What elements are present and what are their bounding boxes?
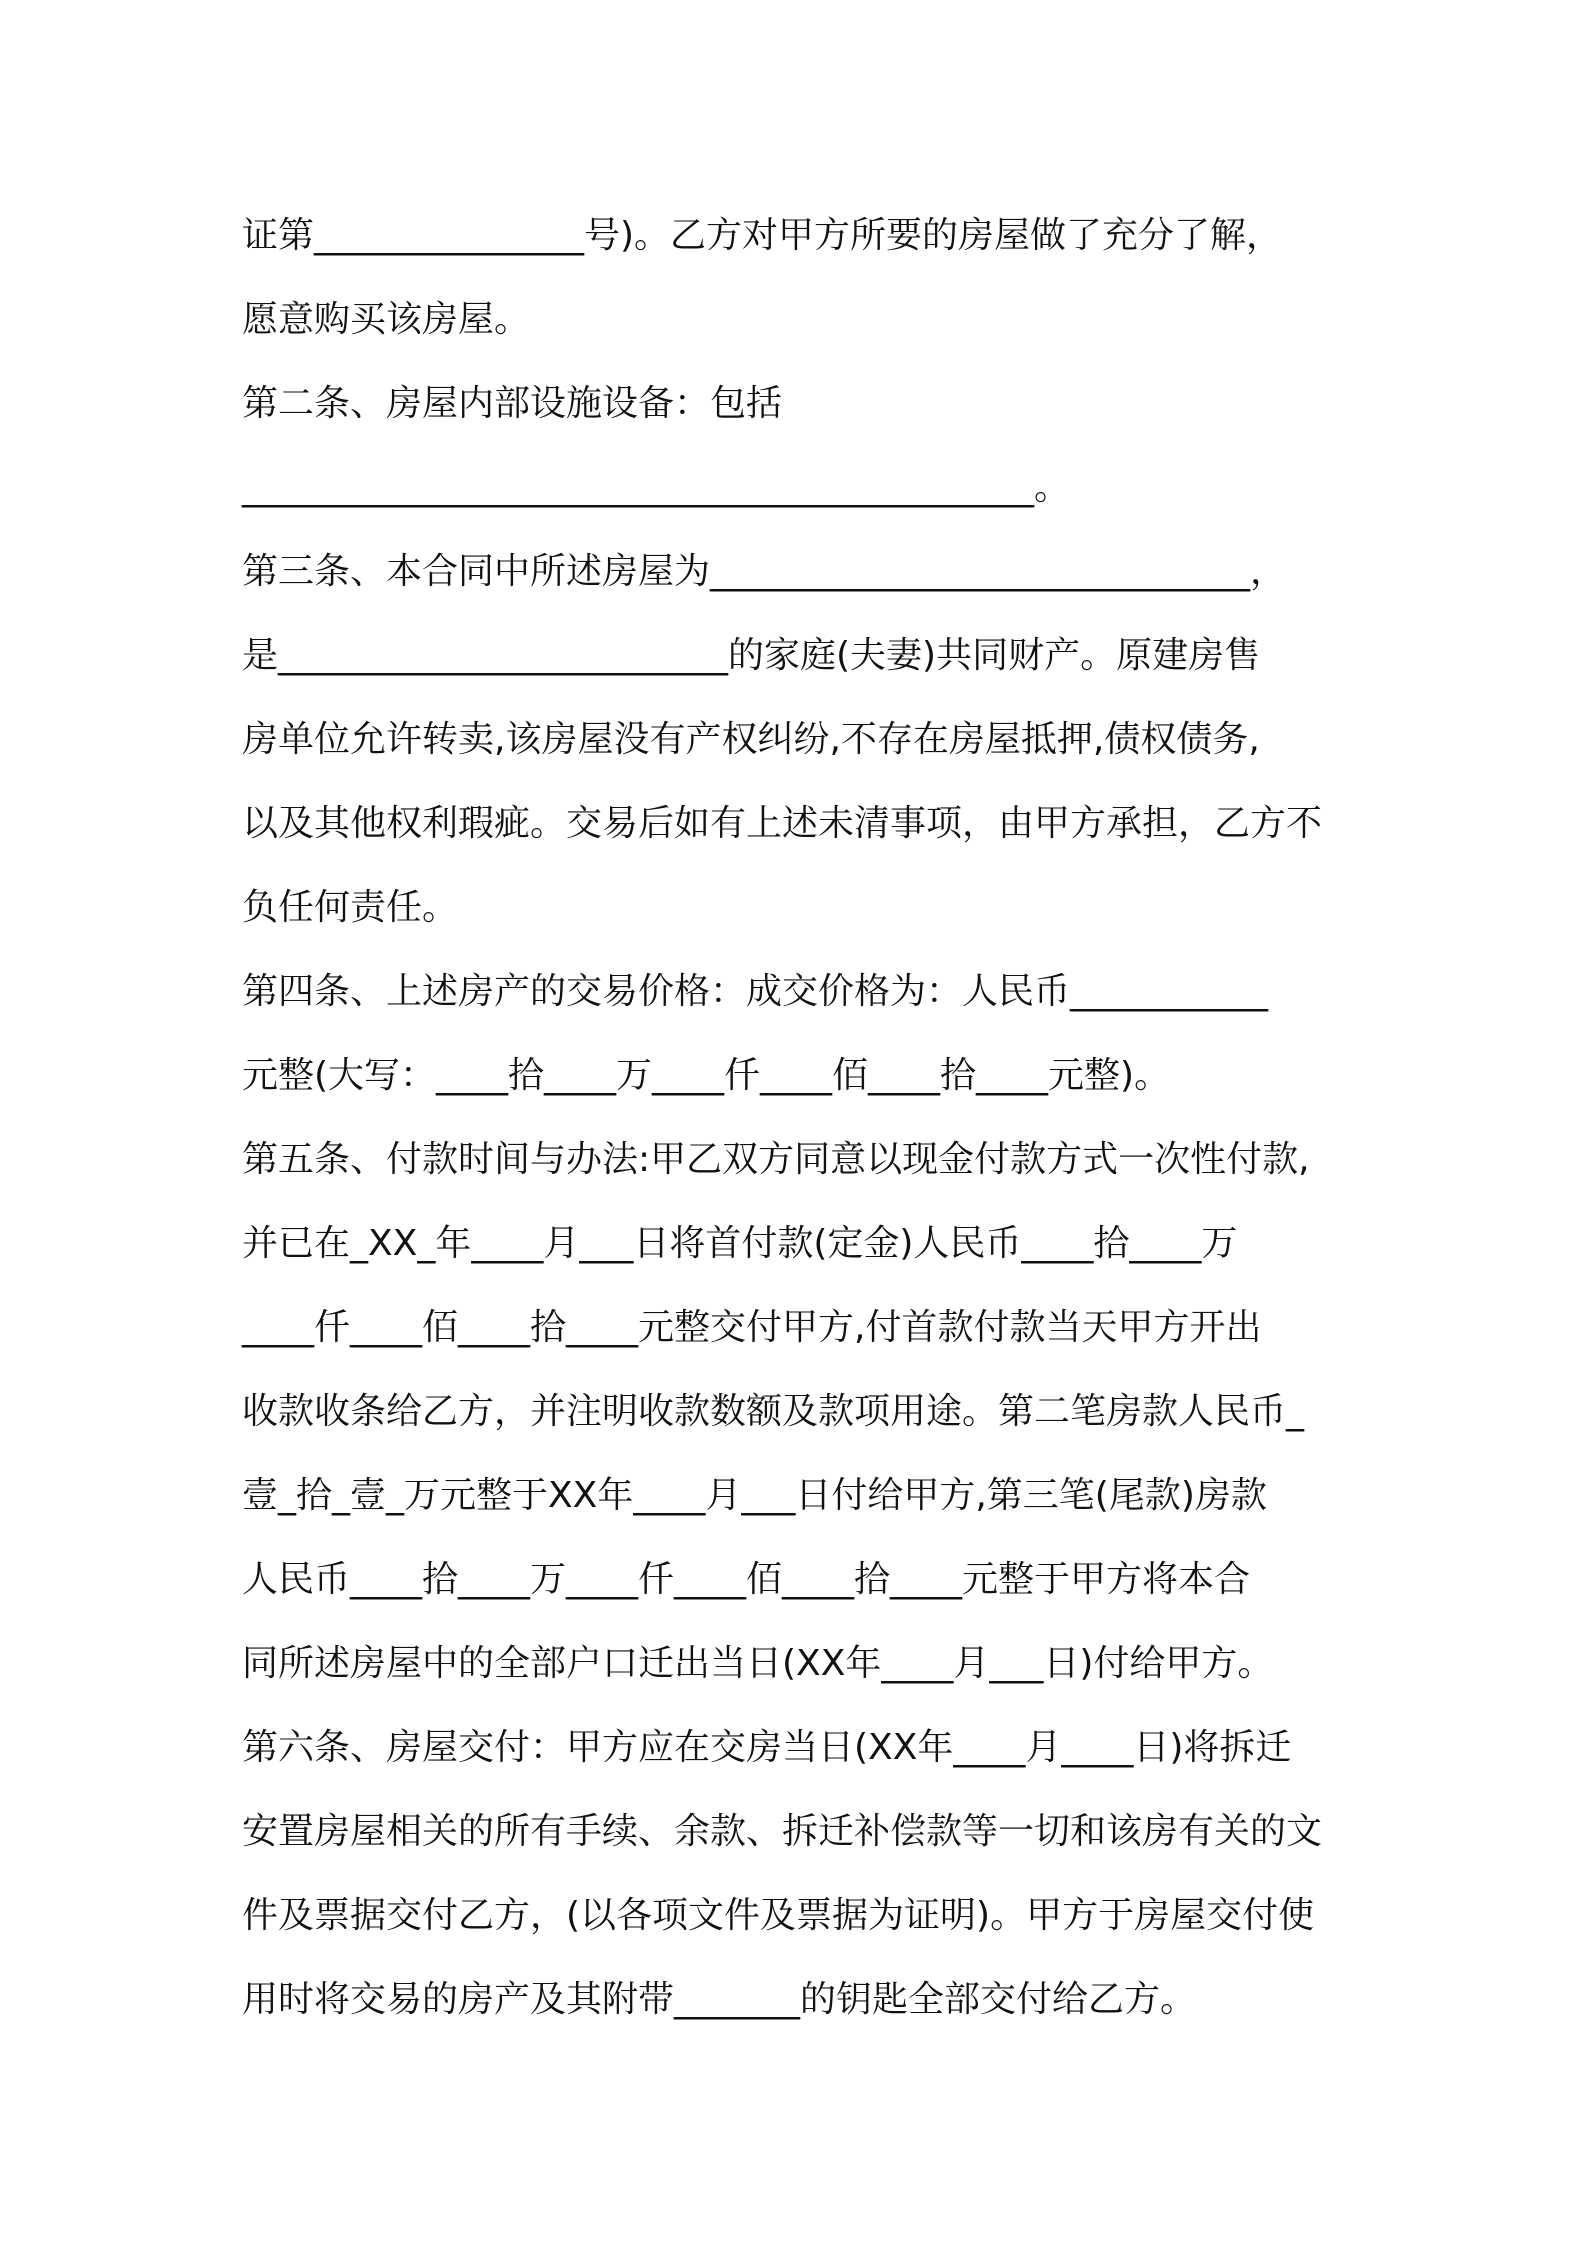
text-line: 以及其他权利瑕疵。交易后如有上述未清事项，由甲方承担，乙方不 <box>242 803 1323 844</box>
text-line: 证第_______________号)。乙方对甲方所要的房屋做了充分了解， <box>242 215 1283 256</box>
text-line: ____仟____佰____拾____元整交付甲方,付首款付款当天甲方开出 <box>242 1307 1262 1348</box>
text-line: 壹_拾_壹_万元整于XX年____月___日付给甲方,第三笔(尾款)房款 <box>242 1475 1267 1516</box>
text-line: ____________________________________________。 <box>242 467 1070 508</box>
text-line: 同所述房屋中的全部户口迁出当日(XX年____月___日)付给甲方。 <box>242 1643 1274 1684</box>
article-4-heading: 第四条、上述房产的交易价格：成交价格为：人民币___________ <box>242 971 1269 1012</box>
text-line: 元整(大写：____拾____万____仟____佰____拾____元整)。 <box>242 1055 1171 1096</box>
article-3-heading: 第三条、本合同中所述房屋为______________________________， <box>242 551 1287 592</box>
article-2-heading: 第二条、房屋内部设施设备：包括 <box>242 383 783 424</box>
text-line: 是_________________________的家庭(夫妻)共同财产。原建房售 <box>242 635 1261 676</box>
text-line: 房单位允许转卖,该房屋没有产权纠纷,不存在房屋抵押,债权债务, <box>242 719 1260 760</box>
text-line: 用时将交易的房产及其附带_______的钥匙全部交付给乙方。 <box>242 1979 1197 2020</box>
text-line: 件及票据交付乙方，(以各项文件及票据为证明)。甲方于房屋交付使 <box>242 1895 1315 1936</box>
text-line: 安置房屋相关的所有手续、余款、拆迁补偿款等一切和该房有关的文 <box>242 1811 1323 1852</box>
text-line: 负任何责任。 <box>242 887 459 928</box>
text-line: 并已在_XX_年____月___日将首付款(定金)人民币____拾____万 <box>242 1223 1238 1264</box>
text-line: 愿意购买该房屋。 <box>242 299 531 340</box>
contract-text <box>242 194 1362 2042</box>
text-line: 人民币____拾____万____仟____佰____拾____元整于甲方将本合 <box>242 1559 1251 1600</box>
article-6-heading: 第六条、房屋交付：甲方应在交房当日(XX年____月____日)将拆迁 <box>242 1727 1292 1768</box>
text-line: 收款收条给乙方，并注明收款数额及款项用途。第二笔房款人民币_ <box>242 1391 1305 1432</box>
article-5-heading: 第五条、付款时间与办法:甲乙双方同意以现金付款方式一次性付款, <box>242 1139 1310 1180</box>
